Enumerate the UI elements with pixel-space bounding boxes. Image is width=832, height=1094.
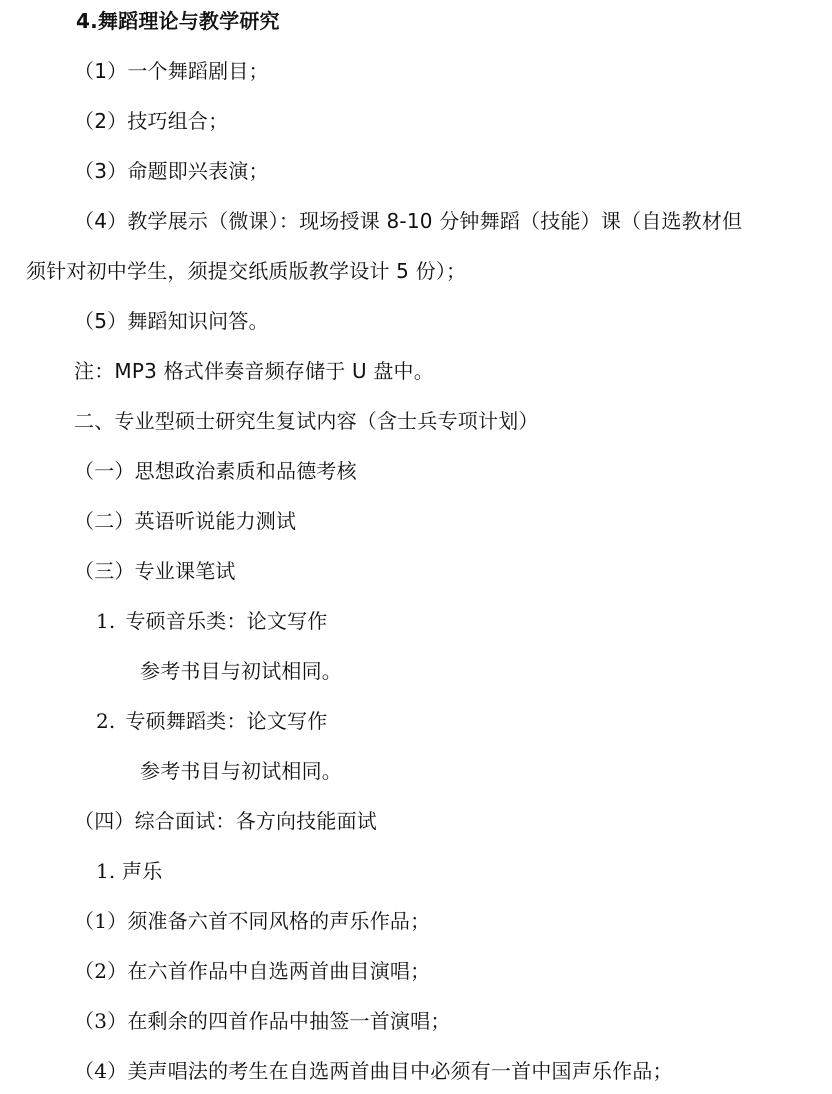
sub1-row (96, 608, 327, 634)
section-heading-dance: 4.舞蹈理论与教学研究 (76, 9, 280, 33)
professional-item-2: （二）英语听说能力测试 (74, 509, 297, 533)
sub2-row (96, 708, 327, 734)
professional-item-1: （一）思想政治素质和品德考核 (74, 459, 357, 483)
section-heading-professional: 二、专业型硕士研究生复试内容（含士兵专项计划） (74, 409, 539, 433)
sub2-title: 专硕舞蹈类：论文写作 (125, 709, 328, 733)
dance-item-4-continued: 须针对初中学生，须提交纸质版教学设计 5 份）； (26, 259, 467, 283)
dance-note: 注：MP3 格式伴奏音频存储于 U 盘中。 (74, 359, 434, 383)
vocal-item-1: （1）须准备六首不同风格的声乐作品； (74, 909, 431, 933)
sub1-title: 专硕音乐类：论文写作 (125, 609, 328, 633)
vocal-item-4: （4）美声唱法的考生在自选两首曲目中必须有一首中国声乐作品； (74, 1059, 673, 1083)
sub2-reference: 参考书目与初试相同。 (140, 759, 342, 783)
vocal-item-2: （2）在六首作品中自选两首曲目演唱； (74, 959, 431, 983)
sub1-reference: 参考书目与初试相同。 (140, 659, 342, 683)
interview-heading: （四）综合面试：各方向技能面试 (74, 809, 377, 833)
vocal-item-3: （3）在剩余的四首作品中抽签一首演唱； (74, 1009, 451, 1033)
dance-item-2: （2）技巧组合； (74, 109, 229, 133)
dance-item-5: （5）舞蹈知识问答。 (74, 309, 269, 333)
dance-item-1: （1）一个舞蹈剧目； (74, 59, 269, 83)
sub1-number: 1. (96, 609, 116, 633)
vocal-heading: 1. 声乐 (96, 859, 163, 883)
dance-item-3: （3）命题即兴表演； (74, 159, 269, 183)
sub2-number: 2. (96, 709, 116, 733)
professional-item-3: （三）专业课笔试 (74, 559, 236, 583)
dance-item-4: （4）教学展示（微课）：现场授课 8-10 分钟舞蹈（技能）课（自选教材但 (74, 209, 743, 233)
